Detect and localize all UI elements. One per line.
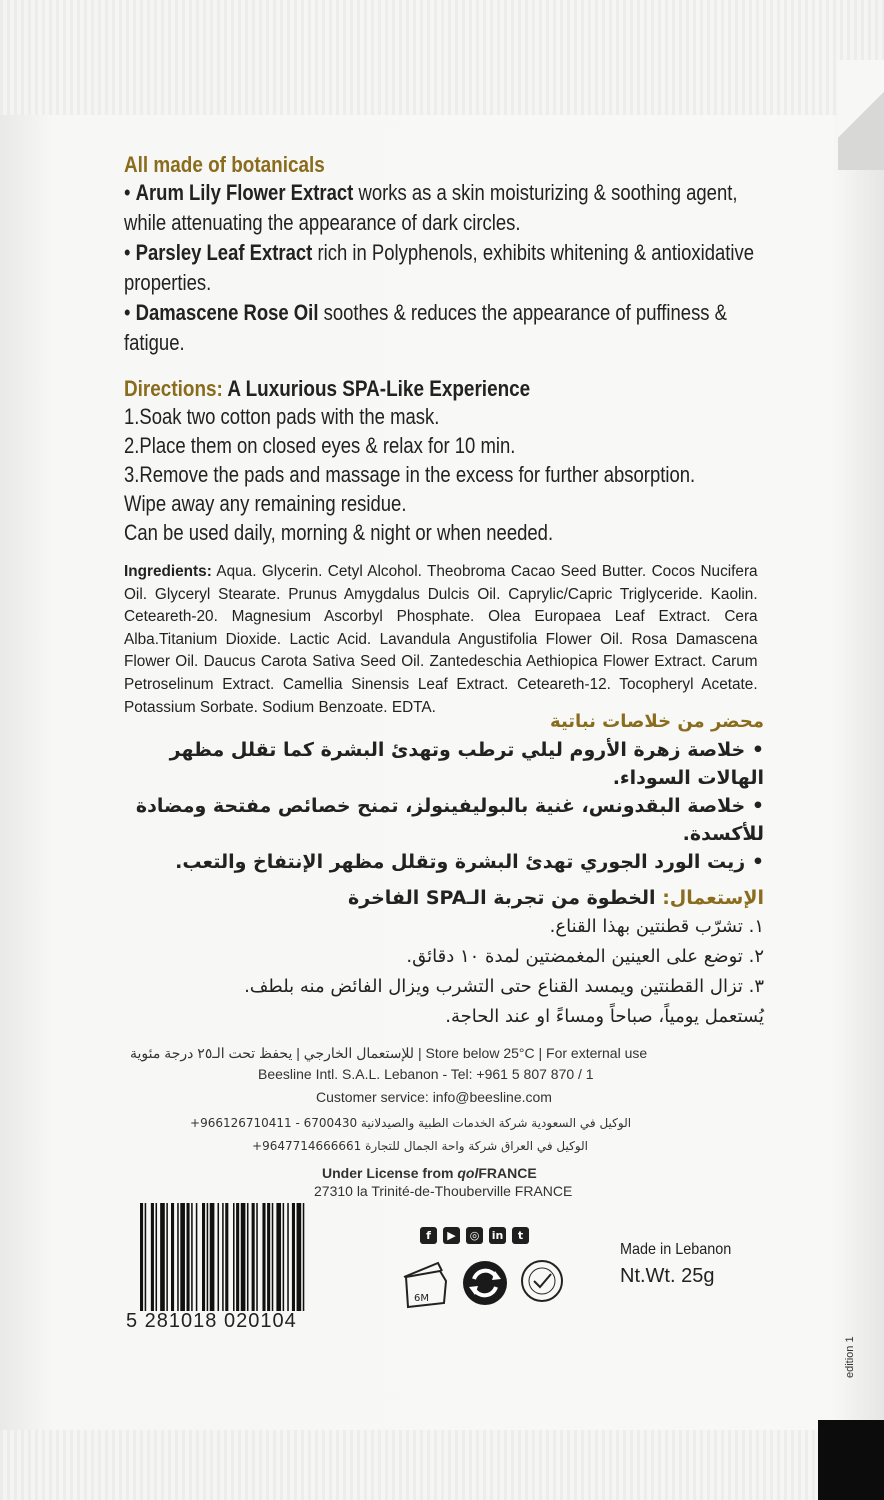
- storage-info: للإستعمال الخارجي | يحفظ تحت الـ٢٥ درجة مئوية | Store below 25°C | For external use: [130, 1045, 648, 1061]
- arabic-step: ١. تشرّب قطنتين بهذا القناع.: [549, 916, 764, 937]
- barcode-bar: [171, 1203, 174, 1311]
- arabic-step: ٢. توضع على العينين المغمضتين لمدة ١٠ دقائق.: [406, 946, 764, 967]
- barcode-bar: [252, 1203, 255, 1311]
- barcode-bar: [207, 1203, 209, 1311]
- barcode-bar: [247, 1203, 249, 1311]
- botanical-item: • Parsley Leaf Extract rich in Polyphenols, exhibits whitening & antioxidative properties.: [124, 240, 755, 295]
- pao-label: 6M: [414, 1293, 429, 1304]
- barcode-bar: [140, 1203, 143, 1311]
- customer-service: Customer service: info@beesline.com: [316, 1089, 552, 1105]
- barcode-bar: [187, 1203, 190, 1311]
- barcode-bar: [180, 1203, 185, 1311]
- arabic-text-block: [116, 708, 764, 1032]
- barcode-bar: [283, 1203, 285, 1311]
- company-line: Beesline Intl. S.A.L. Lebanon - Tel: +961 5 807 870 / 1: [258, 1066, 594, 1082]
- barcode-bar: [160, 1203, 165, 1311]
- linkedin-icon: in: [489, 1227, 506, 1244]
- directions-heading: Directions: A Luxurious SPA-Like Experience: [124, 376, 531, 401]
- packaging-symbols: [400, 1253, 570, 1313]
- top-seal: [0, 0, 884, 115]
- arabic-item: • خلاصة زهرة الأروم ليلي ترطب وتهدئ البشرة كما تقلل مظهر الهالات السوداء.: [169, 739, 764, 789]
- license-line: Under License from qolFRANCE: [322, 1165, 537, 1181]
- barcode-bar: [236, 1203, 239, 1311]
- twitter-icon: t: [512, 1227, 529, 1244]
- barcode-bar: [156, 1203, 158, 1311]
- botanicals-heading: All made of botanicals: [124, 152, 325, 177]
- barcode-bar: [210, 1203, 215, 1311]
- barcode-bar: [256, 1203, 258, 1311]
- pao-jar-icon: [404, 1263, 446, 1307]
- barcode-bar: [145, 1203, 147, 1311]
- barcode-bar: [267, 1203, 270, 1311]
- barcode-bar: [287, 1203, 289, 1311]
- print-registration-mark: [818, 1420, 884, 1500]
- made-in: Made in Lebanon: [620, 1241, 732, 1258]
- agent-saudi: الوكيل في السعودية شركة الخدمات الطبية والصيدلانية 6700430 - 966126710411+: [190, 1116, 632, 1130]
- green-dot-recycle-icon: [463, 1261, 507, 1305]
- ingredients-text: Ingredients: Aqua. Glycerin. Cetyl Alcohol. Theobroma Cacao Seed Butter. Cocos Nucifera Oil. Glyceryl Stearate. Prunus Amygdalus Dulcis Oil. Caprylic/Capric Triglyceride. Kaolin. Ceteareth-20. Magnesium Ascorbyl Phosphate. Olea Europaea Leaf Extract. Cera Alba.Titanium Dioxide. Lactic Acid. Lavandula Angustifolia Flower Oil. Rosa Damascena Flower Oil. Daucus Carota Sativa Seed Oil. Zantedeschia Aethiopica Flower Extract. Carum Petroselinum Extract. Camellia Sinensis Leaf Extract. Ceteareth-12. Tocopheryl Acetate. Potassium Sorbate. Sodium Benzoate. EDTA.: [124, 563, 758, 716]
- brand-logo: qol: [457, 1165, 479, 1181]
- barcode-bar: [166, 1203, 168, 1311]
- bottom-seal: [0, 1430, 884, 1500]
- arabic-heading: محضر من خلاصات نباتية: [550, 711, 764, 732]
- barcode-bar: [202, 1203, 205, 1311]
- barcode-bar: [218, 1203, 220, 1311]
- english-text-block: [124, 152, 774, 719]
- barcode-bar: [241, 1203, 246, 1311]
- barcode-bar: [233, 1203, 235, 1311]
- direction-step: 3.Remove the pads and massage in the excess for further absorption.: [124, 462, 696, 487]
- arabic-step: ٣. تزال القطنتين ويمسد القناع حتى التشرب ويزال الفائض منه بلطف.: [244, 976, 764, 997]
- botanical-item: • Damascene Rose Oil soothes & reduces the appearance of puffiness & fatigue.: [124, 300, 728, 355]
- social-icons: [420, 1227, 529, 1244]
- directions-list: [124, 402, 779, 547]
- certification-seal-icon: [522, 1261, 562, 1301]
- license-address: 27310 la Trinité-de-Thouberville FRANCE: [314, 1183, 573, 1199]
- arabic-item: • زيت الورد الجوري تهدئ البشرة وتقلل مظهر الإنتفاخ والتعب.: [175, 851, 764, 873]
- direction-step: Can be used daily, morning & night or when needed.: [124, 520, 554, 545]
- barcode-bar: [225, 1203, 228, 1311]
- edition-label: edition 1: [844, 1336, 856, 1378]
- net-weight: Nt.Wt. 25g: [620, 1265, 715, 1287]
- tear-notch: [838, 60, 884, 170]
- direction-step: Wipe away any remaining residue.: [124, 491, 407, 516]
- direction-step: 1.Soak two cotton pads with the mask.: [124, 404, 440, 429]
- barcode-bar: [292, 1203, 295, 1311]
- barcode-bar: [276, 1203, 281, 1311]
- arabic-step: يُستعمل يومياً، صباحاً ومساءً او عند الحاجة.: [445, 1006, 764, 1027]
- barcode-bars: [136, 1203, 368, 1311]
- barcode-bar: [262, 1203, 265, 1311]
- arabic-item: • خلاصة البقدونس، غنية بالبوليفينولز، تمنح خصائص مفتحة ومضادة للأكسدة.: [135, 795, 764, 845]
- barcode-bar: [222, 1203, 224, 1311]
- arabic-directions-heading: الإستعمال: الخطوة من تجربة الـSPA الفاخرة: [348, 887, 764, 909]
- barcode-bar: [303, 1203, 305, 1311]
- agent-iraq: الوكيل في العراق شركة واحة الجمال للتجارة 9647714666661+: [252, 1139, 589, 1153]
- barcode-bar: [297, 1203, 302, 1311]
- barcode-bar: [151, 1203, 154, 1311]
- origin-weight: [620, 1241, 744, 1288]
- botanical-item: • Arum Lily Flower Extract works as a skin moisturizing & soothing agent, while attenuating the appearance of dark circles.: [124, 180, 738, 235]
- barcode-bar: [177, 1203, 179, 1311]
- barcode: [136, 1203, 368, 1311]
- barcode-bar: [191, 1203, 193, 1311]
- facebook-icon: f: [420, 1227, 437, 1244]
- direction-step: 2.Place them on closed eyes & relax for 10 min.: [124, 433, 516, 458]
- barcode-bar: [196, 1203, 198, 1311]
- barcode-number: 5 281018 020104: [126, 1310, 297, 1332]
- youtube-icon: ▶: [443, 1227, 460, 1244]
- barcode-bar: [272, 1203, 274, 1311]
- instagram-icon: ◎: [466, 1227, 483, 1244]
